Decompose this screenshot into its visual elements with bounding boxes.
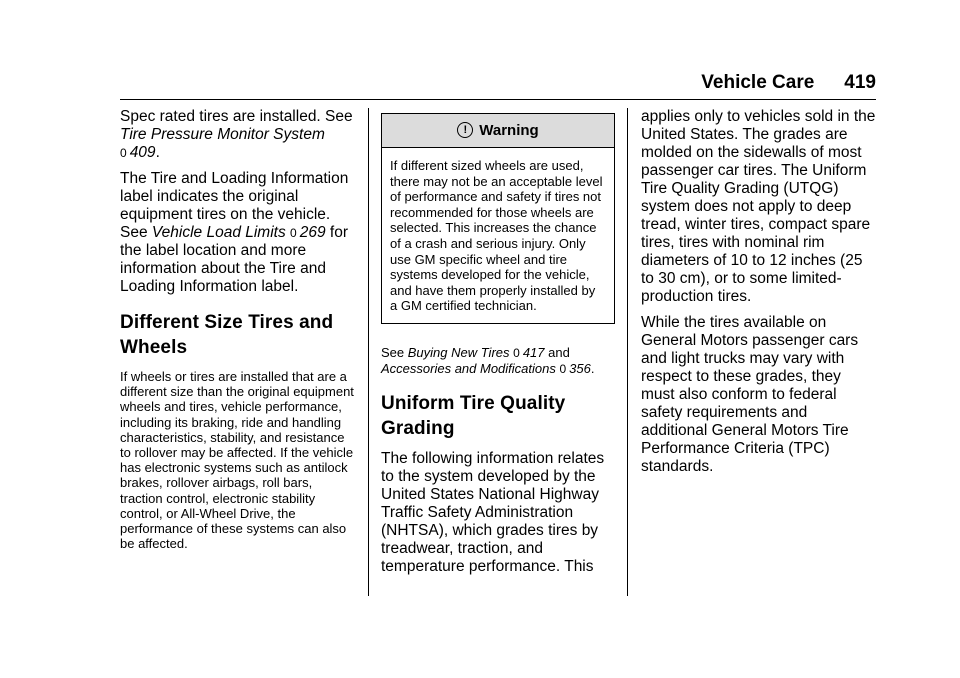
warning-box [381, 113, 615, 324]
page-ref-409[interactable]: 409 [129, 144, 156, 161]
text: . [155, 144, 160, 161]
column-divider-2 [627, 108, 628, 596]
page-number: 419 [844, 72, 876, 93]
text: Spec rated tires are installed. See [120, 108, 353, 125]
page-ref-icon: 0 [559, 362, 567, 377]
text: The Tire and Loading Information label indicates the original equipment tires on the vehicle. See [120, 170, 349, 241]
paragraph-spec-rated [120, 108, 358, 162]
page-ref-269[interactable]: 269 [299, 224, 326, 241]
column-divider-1 [368, 108, 369, 596]
column-3 [641, 108, 877, 476]
link-vehicle-load-limits[interactable]: Vehicle Load Limits [151, 224, 286, 241]
heading-different-size-tires: Different Size Tires and Wheels [120, 312, 334, 358]
warning-icon: ! [457, 122, 473, 138]
warning-title: Warning [479, 122, 539, 139]
text: and [544, 344, 570, 360]
paragraph-different-size: If wheels or tires are installed that are a different size than the original equipment wheels and tires, vehicle performance, including its braking, ride and handling characteristics, stability, and resistance to rollover may be affected. If the vehicle has electronic systems such as antilock brakes, rollover airbags, roll bars, traction control, electronic stability control, or All-Wheel Drive, the performance of these systems can also be affected. [120, 369, 354, 552]
link-accessories-modifications[interactable]: Accessories and Modifications [381, 361, 556, 377]
paragraph-tire-loading [120, 170, 358, 296]
page-header [0, 72, 876, 94]
column-2 [381, 108, 615, 576]
page-ref-icon: 0 [120, 146, 127, 160]
paragraph-utqg-applies: applies only to vehicles sold in the United States. The grades are molded on the sidewalls of most passenger car tires. The Uniform Tire Quality Grading (UTQG) system does not apply to deep tread, winter tires, compact spare tires, tires with nominal rim diameters of 10 to 12 inches (25 to 30 cm), or to some limited-production tires. [641, 108, 876, 305]
section-title: Vehicle Care [701, 72, 815, 93]
paragraph-see-also [381, 345, 615, 377]
page-ref-356[interactable]: 356 [569, 361, 591, 377]
page-ref-417[interactable]: 417 [522, 344, 545, 360]
link-buying-new-tires[interactable]: Buying New Tires [407, 344, 510, 360]
heading-utqg: Uniform Tire Quality Grading [381, 393, 566, 440]
text: for the label location and more information about the Tire and Loading Information label. [120, 224, 349, 295]
paragraph-utqg-intro: The following information relates to the system developed by the United States National Highway Traffic Safety Administration (NHTSA), which grades tires by treadwear, traction, and temperature performance. This [381, 450, 605, 576]
text: . [590, 361, 595, 377]
warning-header [382, 114, 614, 148]
link-tire-pressure-monitor[interactable]: Tire Pressure Monitor System [120, 126, 325, 143]
warning-text: If different sized wheels are used, there may not be an acceptable level of performance and safety if tires not recommended for those wheels are selected. This increases the chance of a crash and serious injury. Only use GM specific wheel and tire systems developed for the vehicle, and have them properly installed by a GM certified technician. [390, 158, 603, 314]
text: See [381, 344, 408, 360]
paragraph-gm-tires: While the tires available on General Motors passenger cars and light trucks may vary with respect to these grades, they must also conform to federal safety requirements and additional General Motors Tire Performance Criteria (TPC) standards. [641, 314, 859, 475]
page-ref-icon: 0 [513, 345, 520, 360]
header-rule [120, 99, 876, 100]
column-1 [120, 108, 358, 551]
page-ref-icon: 0 [290, 226, 297, 240]
